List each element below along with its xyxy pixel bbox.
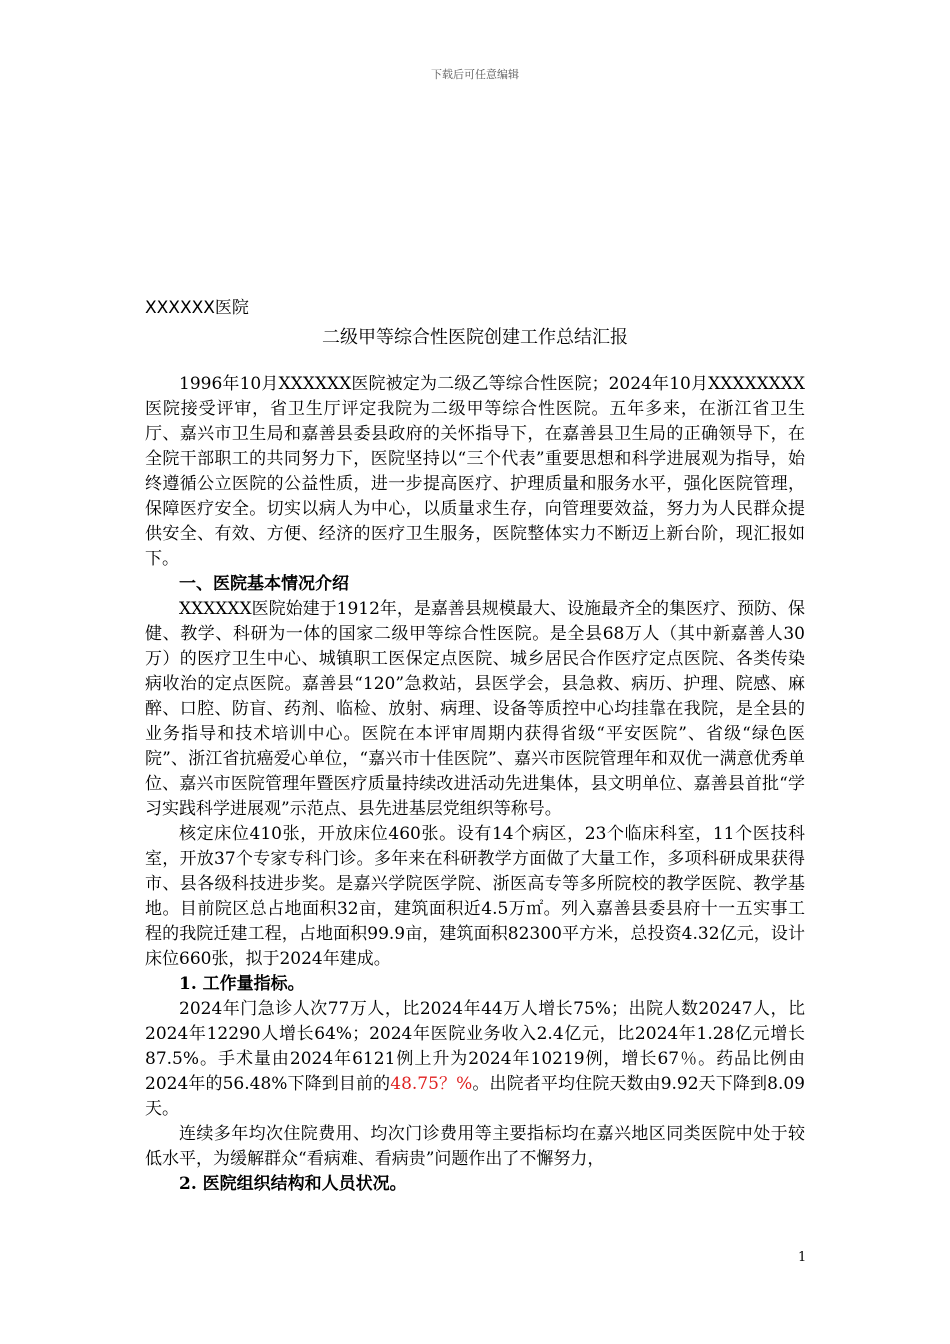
basic-info-paragraph: XXXXXX医院始建于1912年，是嘉善县规模最大、设施最齐全的集医疗、预防、保健、教学、科研为一体的国家二级甲等综合性医院。是全县68万人（其中新嘉善人30万）的医疗卫生中心、城镇职工医保定点医院、城乡居民合作医疗定点医院、各类传染病收治的定点医院。嘉善县“120”急救站，县医学会，县急救、病历、护理、院感、麻醉、口腔、防盲、药剂、临检、放射、病理、设备等质控中心均挂靠在我院，是全县的业务指导和技术培训中心。医院在本评审周期内获得省级“平安医院”、省级“绿色医院”、浙江省抗癌爱心单位，“嘉兴市十佳医院”、嘉兴市医院管理年和双优一满意优秀单位、嘉兴市医院管理年暨医疗质量持续改进活动先进集体，县文明单位、嘉善县首批“学习实践科学进展观”示范点、县先进基层党组织等称号。: [145, 599, 805, 819]
section-heading-basic-info: 一、医院基本情况介绍: [179, 574, 349, 594]
beds-paragraph: 核定床位410张，开放床位460张。设有14个病区，23个临床科室，11个医技科室，开放37个专家专科门诊。多年来在科研教学方面做了大量工作，多项科研成果获得市、县各级科技进步奖。是嘉兴学院医学院、浙医高专等多所院校的教学医院、教学基地。目前院区总占地面积32亩，建筑面积近4.5万㎡。列入嘉善县委县府十一五实事工程的我院迁建工程，占地面积99.9亩，建筑面积82300平方米，总投资4.32亿元，设计床位660张，拟于2024年建成。: [145, 824, 805, 969]
document-body: [145, 296, 805, 1197]
hospital-name: XXXXXX医院: [145, 298, 249, 318]
workload-text-b: 。出院者平均住院天数由9.92天下降到8.09天。: [145, 1074, 805, 1119]
drug-ratio-highlight: 48.75？%: [390, 1074, 473, 1094]
subheading-organization: 2. 医院组织结构和人员状况。: [179, 1174, 407, 1194]
page-header-note: 下载后可任意编辑: [431, 68, 519, 81]
cost-paragraph: 连续多年均次住院费用、均次门诊费用等主要指标均在嘉兴地区同类医院中处于较低水平，为缓解群众“看病难、看病贵”问题作出了不懈努力，: [145, 1124, 805, 1169]
document-title: 二级甲等综合性医院创建工作总结汇报: [322, 327, 628, 348]
workload-text-a: 2024年门急诊人次77万人，比2024年44万人增长75%；出院人数20247人，比2024年12290人增长64%；2024年医院业务收入2.4亿元，比2024年1.28亿元增长87.5%。手术量由2024年6121例上升为2024年10219例，增长67％。药品比例由2024年的56.48%下降到目前的: [145, 999, 805, 1094]
subheading-workload: 1. 工作量指标。: [179, 974, 305, 994]
intro-paragraph: 1996年10月XXXXXX医院被定为二级乙等综合性医院；2024年10月XXXXXXXX医院接受评审，省卫生厅评定我院为二级甲等综合性医院。五年多来，在浙江省卫生厅、嘉兴市卫生局和嘉善县委县政府的关怀指导下，在嘉善县卫生局的正确领导下，在全院干部职工的共同努力下，医院坚持以“三个代表”重要思想和科学进展观为指导，始终遵循公立医院的公益性质，进一步提高医疗、护理质量和服务水平，强化医院管理，保障医疗安全。切实以病人为中心，以质量求生存，向管理要效益，努力为人民群众提供安全、有效、方便、经济的医疗卫生服务，医院整体实力不断迈上新台阶，现汇报如下。: [145, 374, 805, 569]
page-number: 1: [798, 1250, 807, 1265]
workload-paragraph: [145, 997, 805, 1122]
